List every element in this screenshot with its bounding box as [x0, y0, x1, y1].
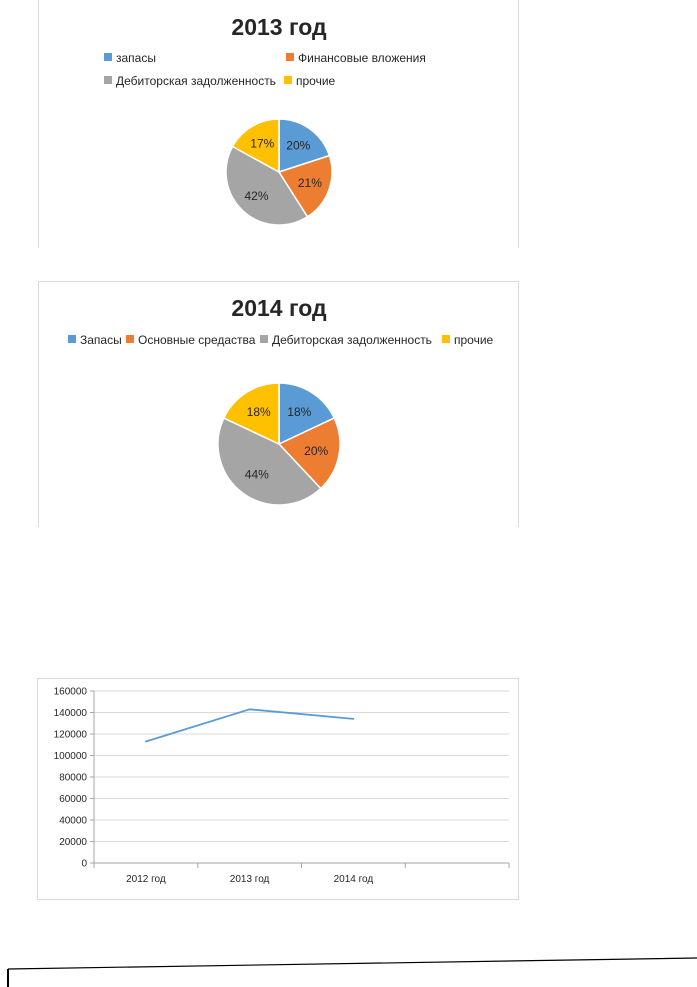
slice-data-label: 18% [246, 405, 271, 420]
legend-swatch [260, 335, 268, 343]
y-tick-label: 0 [81, 858, 87, 870]
line-chart [37, 678, 519, 900]
legend-swatch [286, 53, 294, 61]
pie-chart-2013 [38, 0, 519, 248]
pie-chart-2014-svg [39, 282, 520, 528]
pie-chart-2013-svg [39, 0, 520, 248]
data-point [249, 708, 251, 710]
chart-title: 2014 год [231, 295, 327, 321]
y-tick-label: 160000 [53, 686, 87, 698]
legend-swatch [442, 335, 450, 343]
legend-entry: Дебиторская задолженность [116, 74, 276, 88]
legend-swatch [104, 53, 112, 61]
data-point [145, 741, 147, 743]
y-tick-label: 60000 [59, 794, 87, 805]
legend-entry: Финансовые вложения [298, 51, 426, 65]
legend-entry: прочие [296, 74, 336, 88]
x-tick-label: 2013 год [229, 874, 270, 885]
slice-data-label: 20% [286, 138, 311, 153]
legend-swatch [104, 76, 112, 84]
line-chart-svg [38, 679, 520, 901]
data-point [353, 718, 355, 720]
legend-entry: Дебиторская задолженность [272, 333, 432, 347]
pie-chart-2014 [38, 281, 519, 527]
legend-entry: Основные средаства [138, 333, 256, 347]
legend-entry: Запасы [80, 333, 122, 347]
y-tick-label: 140000 [53, 708, 87, 719]
y-tick-label: 40000 [59, 815, 87, 827]
chart-title: 2013 год [231, 14, 327, 40]
slice-data-label: 18% [287, 405, 312, 420]
legend-swatch [284, 76, 292, 84]
legend-swatch [126, 335, 134, 343]
legend-entry: запасы [116, 51, 156, 65]
legend-swatch [68, 335, 76, 343]
y-tick-label: 20000 [59, 837, 87, 848]
slice-data-label: 21% [297, 176, 322, 191]
footer-rule-horizontal [8, 958, 697, 969]
y-tick-label: 100000 [53, 751, 87, 762]
slice-data-label: 44% [244, 467, 269, 482]
x-tick-label: 2014 год [333, 874, 374, 885]
y-tick-label: 80000 [59, 772, 87, 784]
x-tick-label: 2012 год [126, 874, 166, 885]
y-tick-label: 120000 [53, 729, 87, 741]
slice-data-label: 17% [250, 136, 275, 151]
slice-data-label: 42% [244, 189, 269, 203]
slice-data-label: 20% [304, 444, 329, 459]
legend-entry: прочие [454, 333, 494, 347]
series-line [146, 709, 354, 741]
